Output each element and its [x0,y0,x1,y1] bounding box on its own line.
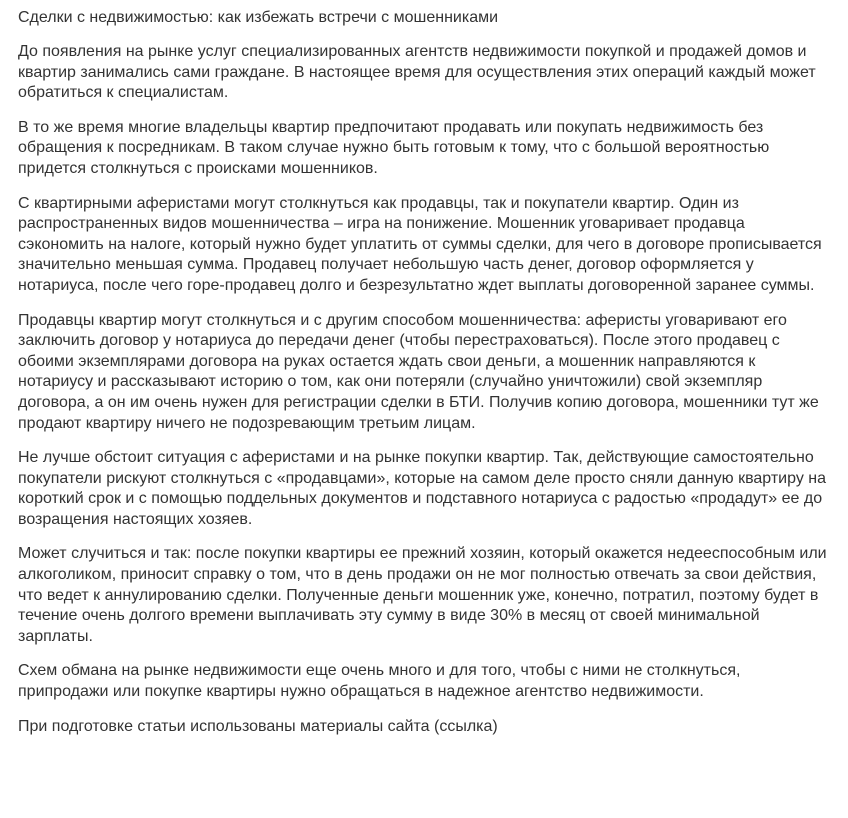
article-paragraph-5: Не лучше обстоит ситуация с аферистами и на рынке покупки квартир. Так, действующие самостоятельно покупатели рискуют столкнуться с «продавцами», которые на самом деле просто сняли данную квартиру на короткий срок и с помощью поддельных документов и подставного нотариуса с радостью «продадут» ее до возращения настоящих хозяев. [18,449,827,528]
article-paragraph-2: В то же время многие владельцы квартир предпочитают продавать или покупать недвижимость без обращения к посредникам. В таком случае нужно быть готовым к тому, что с большой вероятностью придется столкнуться с происками мошенников. [18,118,770,177]
article-paragraph-7: Схем обмана на рынке недвижимости еще очень много и для того, чтобы с ними не столкнуться, припродажи или покупке квартиры нужно обращаться в надежное агентство недвижимости. [18,662,741,701]
article-paragraph-6: Может случиться и так: после покупки квартиры ее прежний хозяин, который окажется недееспособным или алкоголиком, приносит справку о том, что в день продажи он не мог полностью отвечать за свои действия, что ведет к аннулированию сделки. Полученные деньги мошенник уже, конечно, потратил, поэтому будет в течение очень долгого времени выплачивать эту сумму в виде 30% в месяц от своей минимальной зарплаты. [18,545,827,645]
article-source-note: При подготовке статьи использованы материалы сайта (ссылка) [18,717,498,735]
article-paragraph-3: С квартирными аферистами могут столкнуться как продавцы, так и покупатели квартир. Один из распространенных видов мошенничества – игра на понижение. Мошенник уговаривает продавца сэкономить на налоге, который нужно будет уплатить от суммы сделки, для чего в договоре прописывается значительно меньшая сумма. Продавец получает небольшую часть денег, договор оформляется у нотариуса, после чего горе-продавец долго и безрезультатно ждет выплаты договоренной заранее суммы. [18,194,822,294]
article-title: Сделки с недвижимостью: как избежать встречи с мошенниками [18,9,499,26]
article-paragraph-4: Продавцы квартир могут столкнуться и с другим способом мошенничества: аферисты уговаривают его заключить договор у нотариуса до передачи денег (чтобы перестраховаться). После этого продавец с обоими экземплярами договора на руках остается ждать свои деньги, а мошенник направляются к нотариусу и рассказывают историю о том, как они потеряли (случайно уничтожили) свой экземпляр договора, а он им очень нужен для регистрации сделки в БТИ. Получив копию договора, мошенники тут же продают квартиру ничего не подозревающим третьим лицам. [18,311,819,432]
article-paragraph-1: До появления на рынке услуг специализированных агентств недвижимости покупкой и продажей домов и квартир занимались сами граждане. В настоящее время для осуществления этих операций каждый может обратиться к специалистам. [18,43,816,102]
